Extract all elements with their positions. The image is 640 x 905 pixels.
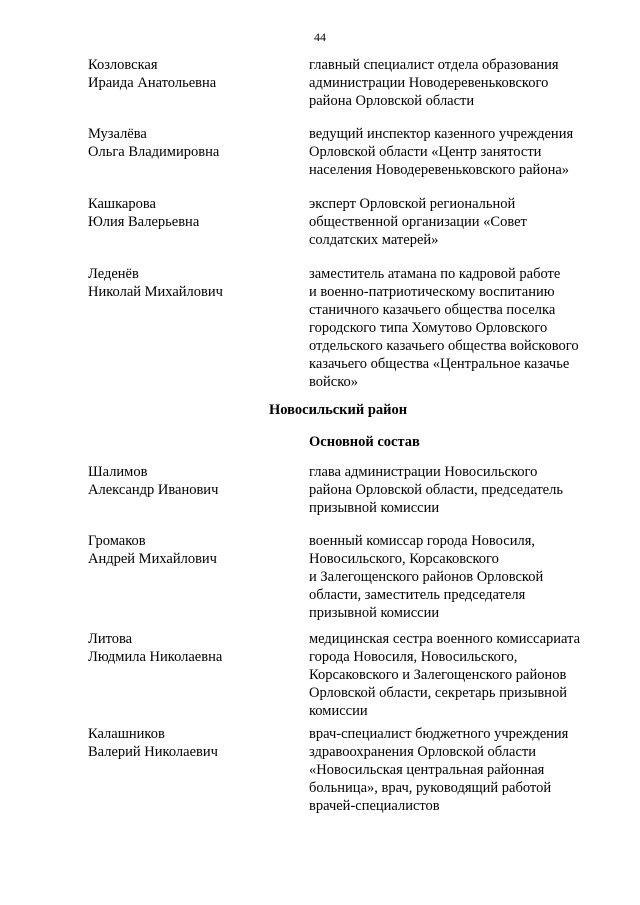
- subsection-title: Основной состав: [309, 434, 420, 450]
- member-name: Леденёв Николай Михайлович: [88, 266, 223, 300]
- member-role: заместитель атамана по кадровой работе и военно-патриотическому воспитанию станичного казачьего общества поселка городского типа Хомутово Орловского отдельского казачьего общества войскового казачьего общества «Центральное казачье войско»: [309, 266, 579, 390]
- member-name: Кашкарова Юлия Валерьевна: [88, 196, 200, 230]
- member-role: глава администрации Новосильского района Орловской области, председатель призывной комиссии: [309, 464, 563, 516]
- section-title: Новосильский район: [269, 402, 408, 418]
- member-name: Литова Людмила Николаевна: [88, 631, 223, 665]
- member-role: врач-специалист бюджетного учреждения здравоохранения Орловской области «Новосильская центральная районная больница», врач, руководящий работой врачей-специалистов: [309, 726, 569, 814]
- member-name: Громаков Андрей Михайлович: [88, 533, 217, 567]
- member-role: ведущий инспектор казенного учреждения Орловской области «Центр занятости населения Новодеревеньковского района»: [309, 126, 574, 178]
- member-role: медицинская сестра военного комиссариата города Новосиля, Новосильского, Корсаковского и Залегощенского районов Орловской области, секретарь призывной комиссии: [309, 631, 581, 719]
- page-number: 44: [314, 30, 326, 44]
- member-name: Калашников Валерий Николаевич: [88, 726, 218, 760]
- member-name: Козловская Ираида Анатольевна: [88, 57, 217, 91]
- member-role: эксперт Орловской региональной общественной организации «Совет солдатских матерей»: [309, 196, 527, 248]
- member-role: главный специалист отдела образования администрации Новодеревеньковского района Орловской области: [309, 57, 559, 109]
- member-name: Шалимов Александр Иванович: [88, 464, 219, 498]
- member-role: военный комиссар города Новосиля, Новосильского, Корсаковского и Залегощенского районов Орловской области, заместитель председателя призывной комиссии: [309, 533, 544, 621]
- member-name: Музалёва Ольга Владимировна: [88, 126, 220, 160]
